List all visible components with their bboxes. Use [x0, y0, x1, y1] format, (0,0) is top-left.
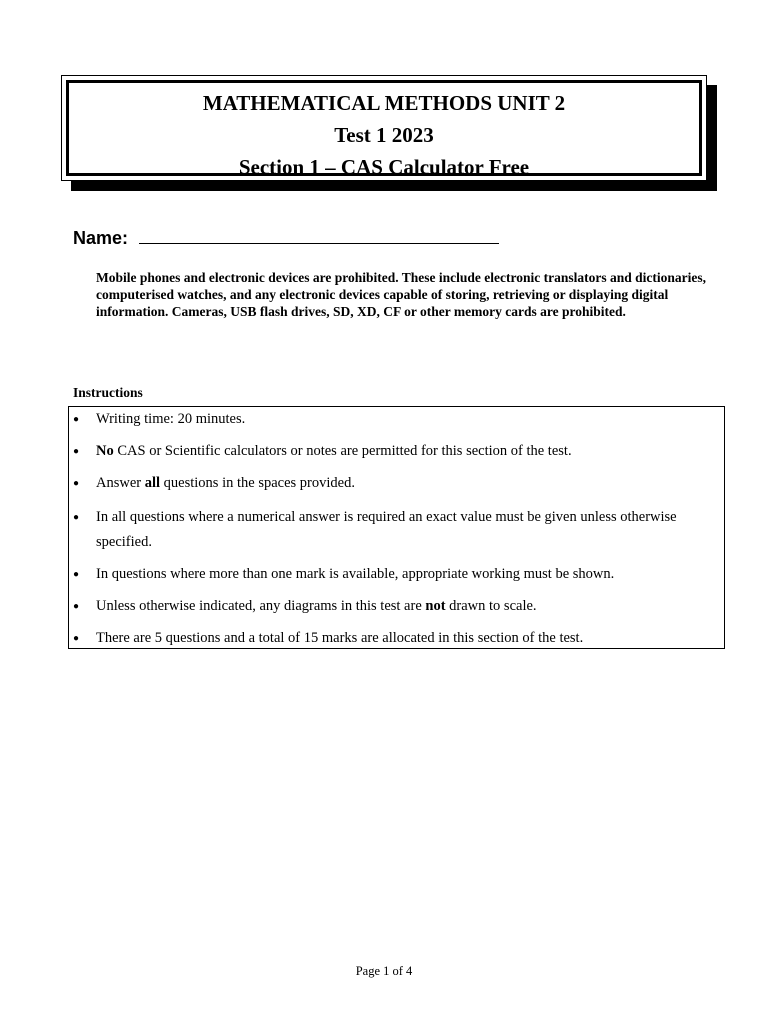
instruction-text-part: In all questions where a numerical answer is required an exact value must be given unless otherwise specified.	[96, 509, 677, 550]
title-inner-border	[66, 80, 702, 179]
instruction-text-part: drawn to scale.	[445, 598, 537, 614]
bullet-icon: ●	[73, 446, 80, 457]
page-title: MATHEMATICAL METHODS UNIT 2	[202, 91, 566, 115]
instructions-heading: Instructions	[73, 385, 143, 400]
bullet-icon: ●	[73, 569, 80, 580]
instruction-text-part: Writing time: 20 minutes.	[96, 411, 246, 427]
title-box	[61, 75, 707, 181]
bullet-icon: ●	[73, 478, 80, 489]
instructions-box	[68, 406, 725, 649]
name-field[interactable]	[139, 229, 499, 244]
bullet-icon: ●	[73, 633, 80, 644]
instruction-text	[96, 505, 706, 555]
name-row	[73, 228, 499, 249]
device-warning: Mobile phones and electronic devices are prohibited. These include electronic translators and dictionaries, computerised watches, and any electronic devices capable of storing, retrieving or displaying digital information. Cameras, USB flash drives, SD, XD, CF or other memory cards are prohibited.	[96, 270, 706, 319]
instruction-text-part: questions in the spaces provided.	[160, 475, 355, 491]
instruction-text-part: There are 5 questions and a total of 15 marks are allocated in this section of the test.	[96, 630, 584, 646]
instruction-text-part: In questions where more than one mark is available, appropriate working must be shown.	[96, 566, 615, 582]
instruction-emphasis: not	[425, 598, 446, 614]
instruction-text	[96, 626, 706, 651]
instruction-text	[96, 439, 706, 464]
bullet-icon: ●	[73, 512, 80, 523]
instruction-text-part: CAS or Scientific calculators or notes are permitted for this section of the test.	[113, 443, 572, 459]
name-label: Name:	[73, 228, 129, 248]
instruction-text	[96, 407, 706, 432]
instruction-emphasis: No	[96, 443, 114, 459]
page-number: Page 1 of 4	[355, 964, 413, 978]
instruction-text-part: Answer	[96, 475, 145, 491]
instruction-text	[96, 562, 706, 587]
instruction-emphasis: all	[144, 475, 161, 491]
instruction-text	[96, 471, 706, 496]
title-block	[61, 75, 707, 185]
bullet-icon: ●	[73, 414, 80, 425]
instruction-text-part: Unless otherwise indicated, any diagrams in this test are	[96, 598, 426, 614]
instruction-text	[96, 594, 706, 619]
bullet-icon: ●	[73, 601, 80, 612]
section-subtitle: Section 1 – CAS Calculator Free	[238, 155, 530, 179]
test-subtitle: Test 1 2023	[334, 123, 434, 147]
